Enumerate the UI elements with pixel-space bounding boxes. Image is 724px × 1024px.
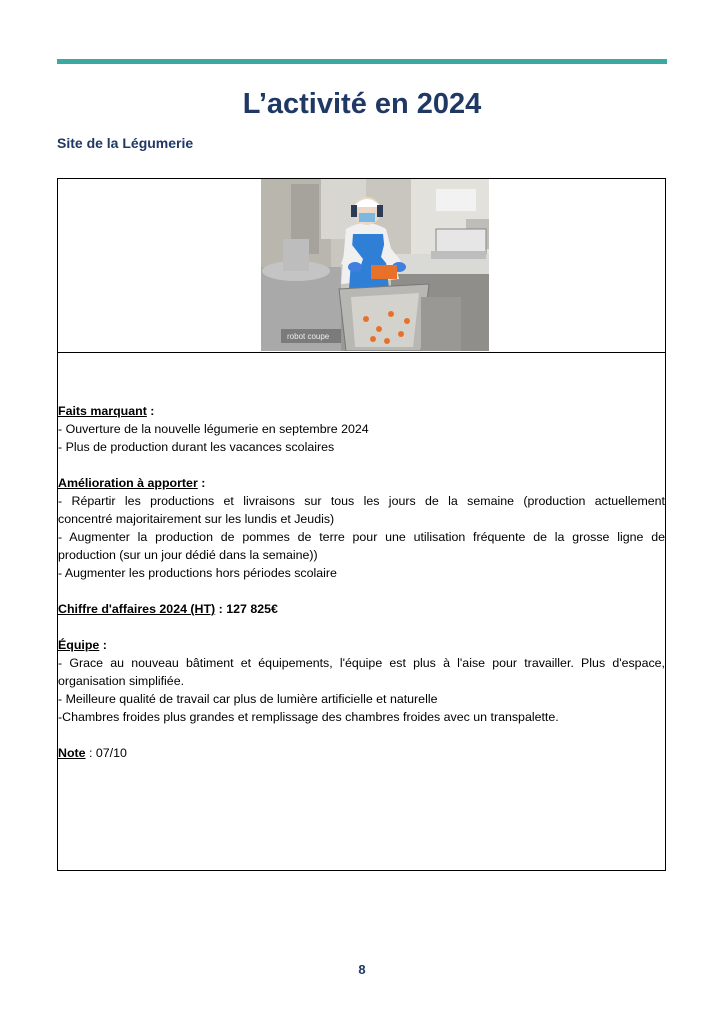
page-title: L’activité en 2024: [242, 88, 482, 120]
report-text: [58, 402, 665, 762]
site-title: Site de la Légumerie: [57, 135, 194, 151]
list-item: - Grace au nouveau bâtiment et équipements, l'équipe est plus à l'aise pour travailler. Plus d'espace,: [58, 656, 665, 670]
photo-row: [58, 179, 665, 353]
page-number: 8: [358, 962, 366, 977]
chiffre-affaires: Chiffre d'affaires 2024 (HT) : 127 825€: [58, 602, 278, 616]
list-item: concentré majoritairement sur les lundis et Jeudis): [58, 512, 335, 526]
machine-label: robot coupe: [287, 332, 330, 341]
list-item: - Répartir les productions et livraisons sur tous les jours de la semaine (production actuellement: [58, 494, 665, 508]
list-item: - Augmenter les productions hors périodes scolaire: [58, 566, 337, 580]
equipe-heading: Équipe :: [58, 638, 107, 652]
list-item: organisation simplifiée.: [58, 674, 185, 688]
list-item: - Augmenter la production de pommes de terre pour une utilisation fréquente de la grosse ligne de: [58, 530, 665, 544]
list-item: - Ouverture de la nouvelle légumerie en septembre 2024: [58, 422, 369, 436]
list-item: - Plus de production durant les vacances scolaires: [58, 440, 335, 454]
content-box: [57, 178, 666, 871]
top-accent-rule: [57, 59, 667, 64]
list-item: production (sur un jour dédié dans la semaine)): [58, 548, 318, 562]
note: Note : 07/10: [58, 746, 127, 760]
list-item: -Chambres froides plus grandes et remplissage des chambres froides avec un transpalette.: [58, 710, 559, 724]
amelioration-heading: Amélioration à apporter :: [58, 476, 206, 490]
faits-heading: Faits marquant :: [58, 404, 155, 418]
list-item: - Meilleure qualité de travail car plus de lumière artificielle et naturelle: [58, 692, 438, 706]
kitchen-photo: [261, 179, 489, 351]
